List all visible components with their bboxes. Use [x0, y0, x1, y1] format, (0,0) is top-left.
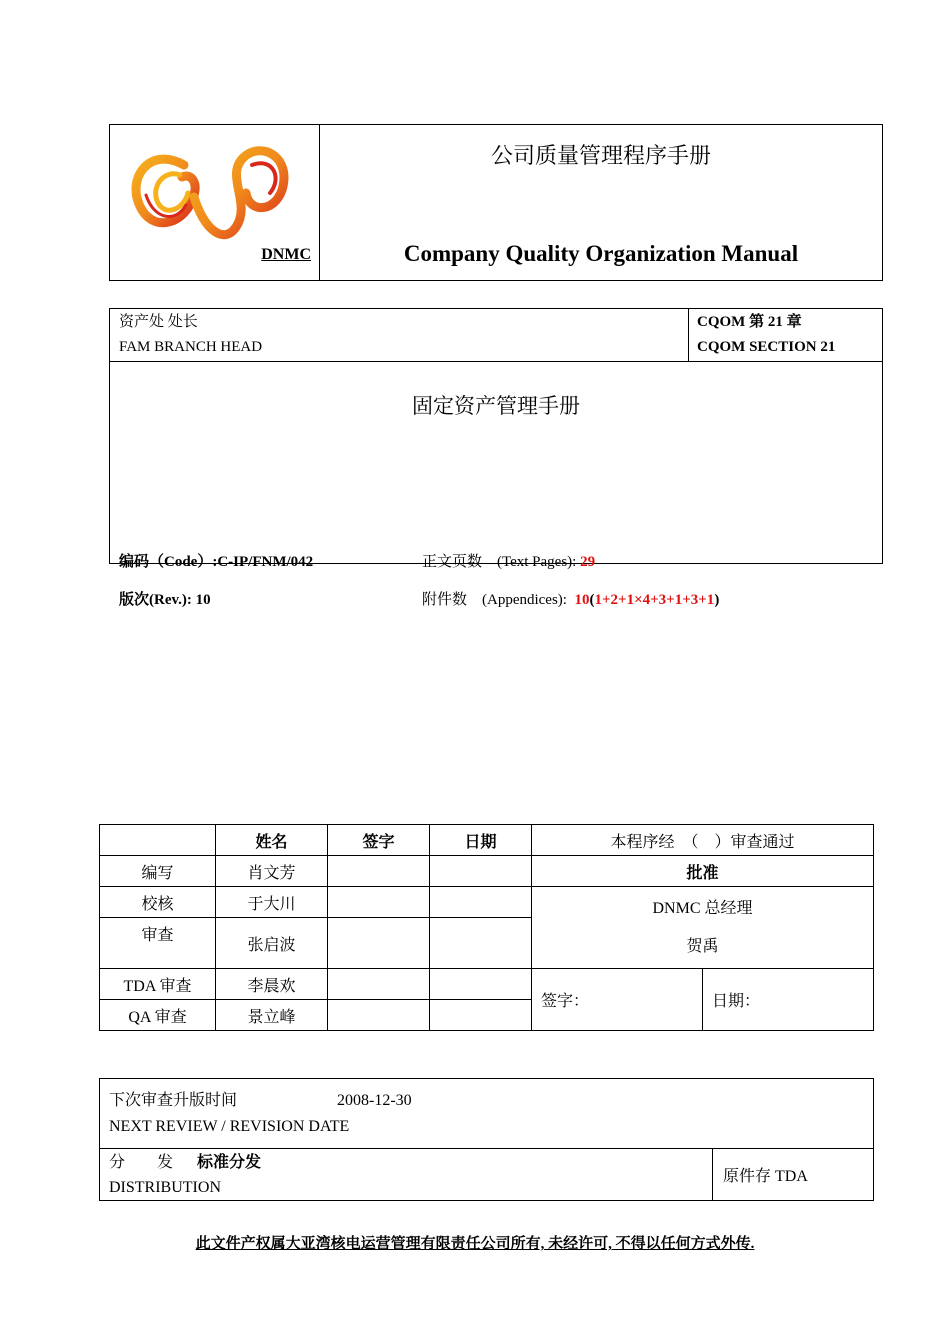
copyright-text: 此文件产权属大亚湾核电运营管理有限责任公司所有, 未经许可, 不得以任何方式外传.: [195, 1236, 755, 1252]
approver-date-cell: 日期：: [703, 969, 874, 1031]
owner-en: FAM BRANCH HEAD: [119, 339, 263, 355]
next-review-en: NEXT REVIEW / REVISION DATE: [109, 1117, 350, 1135]
name-cell: 张启波: [216, 918, 328, 969]
role-cell: QA 审查: [100, 1000, 216, 1031]
date-cell: [430, 887, 532, 918]
role-cell: 编写: [100, 856, 216, 887]
approval-table: [99, 824, 874, 1031]
code-line: [119, 550, 313, 571]
role-cell: 校核: [100, 887, 216, 918]
next-review-cell: [100, 1079, 874, 1149]
next-review-date: 2008-12-30: [337, 1091, 412, 1109]
section-info-box: [109, 308, 883, 608]
approver-title: DNMC 总经理: [652, 899, 753, 917]
date-cell: [430, 969, 532, 1000]
name-cell: 肖文芳: [216, 856, 328, 887]
signature-cell: [328, 1000, 430, 1031]
distribution-en: DISTRIBUTION: [109, 1178, 221, 1196]
original-kept-cell: 原件存 TDA: [713, 1149, 874, 1201]
signature-cell: [328, 856, 430, 887]
header-signature: 签字: [328, 825, 430, 856]
header-blank: [100, 825, 216, 856]
role-cell: TDA 审查: [100, 969, 216, 1000]
appendices-close-paren: ): [714, 592, 720, 608]
dnmc-label: DNMC: [261, 246, 311, 263]
signature-cell: [328, 969, 430, 1000]
owner-cn: 资产处 处长: [119, 314, 198, 330]
review-passed-note: 本程序经 （ ）审查通过: [532, 825, 874, 856]
appendices-count: 10: [574, 592, 590, 608]
text-pages-value: 29: [580, 554, 596, 570]
approver-cell: [532, 887, 874, 969]
next-review-cn: 下次审查升版时间: [109, 1091, 238, 1109]
appendices-open-paren: (: [589, 592, 595, 608]
document-title: 固定资产管理手册: [412, 394, 580, 418]
rev-line: [119, 588, 211, 609]
manual-title-en: Company Quality Organization Manual: [403, 241, 799, 266]
code-value: C-IP/FNM/042: [217, 554, 314, 570]
header-name: 姓名: [216, 825, 328, 856]
text-pages-label: 正文页数 (Text Pages):: [422, 554, 577, 570]
dnmc-logo-icon: [124, 135, 294, 245]
distribution-cn: 分 发: [109, 1153, 174, 1171]
signature-cell: [328, 918, 430, 969]
approve-label: 批准: [532, 856, 874, 887]
name-cell: 李晨欢: [216, 969, 328, 1000]
name-cell: 景立峰: [216, 1000, 328, 1031]
role-cell: 审查: [100, 918, 216, 969]
code-label: 编码（Code）:: [119, 554, 218, 570]
header-date: 日期: [430, 825, 532, 856]
distribution-value: 标准分发: [197, 1153, 262, 1171]
distribution-cell: [100, 1149, 713, 1201]
review-distribution-box: [99, 1078, 874, 1201]
approver-signature-cell: 签字：: [532, 969, 703, 1031]
next-review-line: [109, 1088, 873, 1114]
document-body-cell: [110, 362, 883, 608]
name-cell: 于大川: [216, 887, 328, 918]
appendices-line: [422, 588, 719, 609]
approver-name: 贺禹: [686, 937, 719, 955]
signature-cell: [328, 887, 430, 918]
date-cell: [430, 856, 532, 887]
date-cell: [430, 1000, 532, 1031]
owner-cell: [110, 309, 689, 362]
date-cell: [430, 918, 532, 969]
logo-cell: [110, 125, 320, 281]
manual-title-cn: 公司质量管理程序手册: [490, 143, 711, 168]
manual-header-box: [109, 124, 883, 281]
copyright-notice: [0, 1232, 950, 1253]
text-pages-line: [422, 550, 595, 571]
title-cell: [320, 125, 883, 281]
distribution-line: [109, 1150, 712, 1175]
appendices-label: 附件数 (Appendices):: [422, 592, 567, 608]
appendices-breakdown: 1+2+1×4+3+1+3+1: [594, 592, 715, 608]
rev-label: 版次(Rev.):: [119, 592, 192, 608]
chapter-en: CQOM SECTION 21: [697, 339, 836, 355]
chapter-cell: [689, 309, 883, 362]
rev-value: 10: [195, 592, 211, 608]
chapter-cn: CQOM 第 21 章: [697, 314, 802, 330]
